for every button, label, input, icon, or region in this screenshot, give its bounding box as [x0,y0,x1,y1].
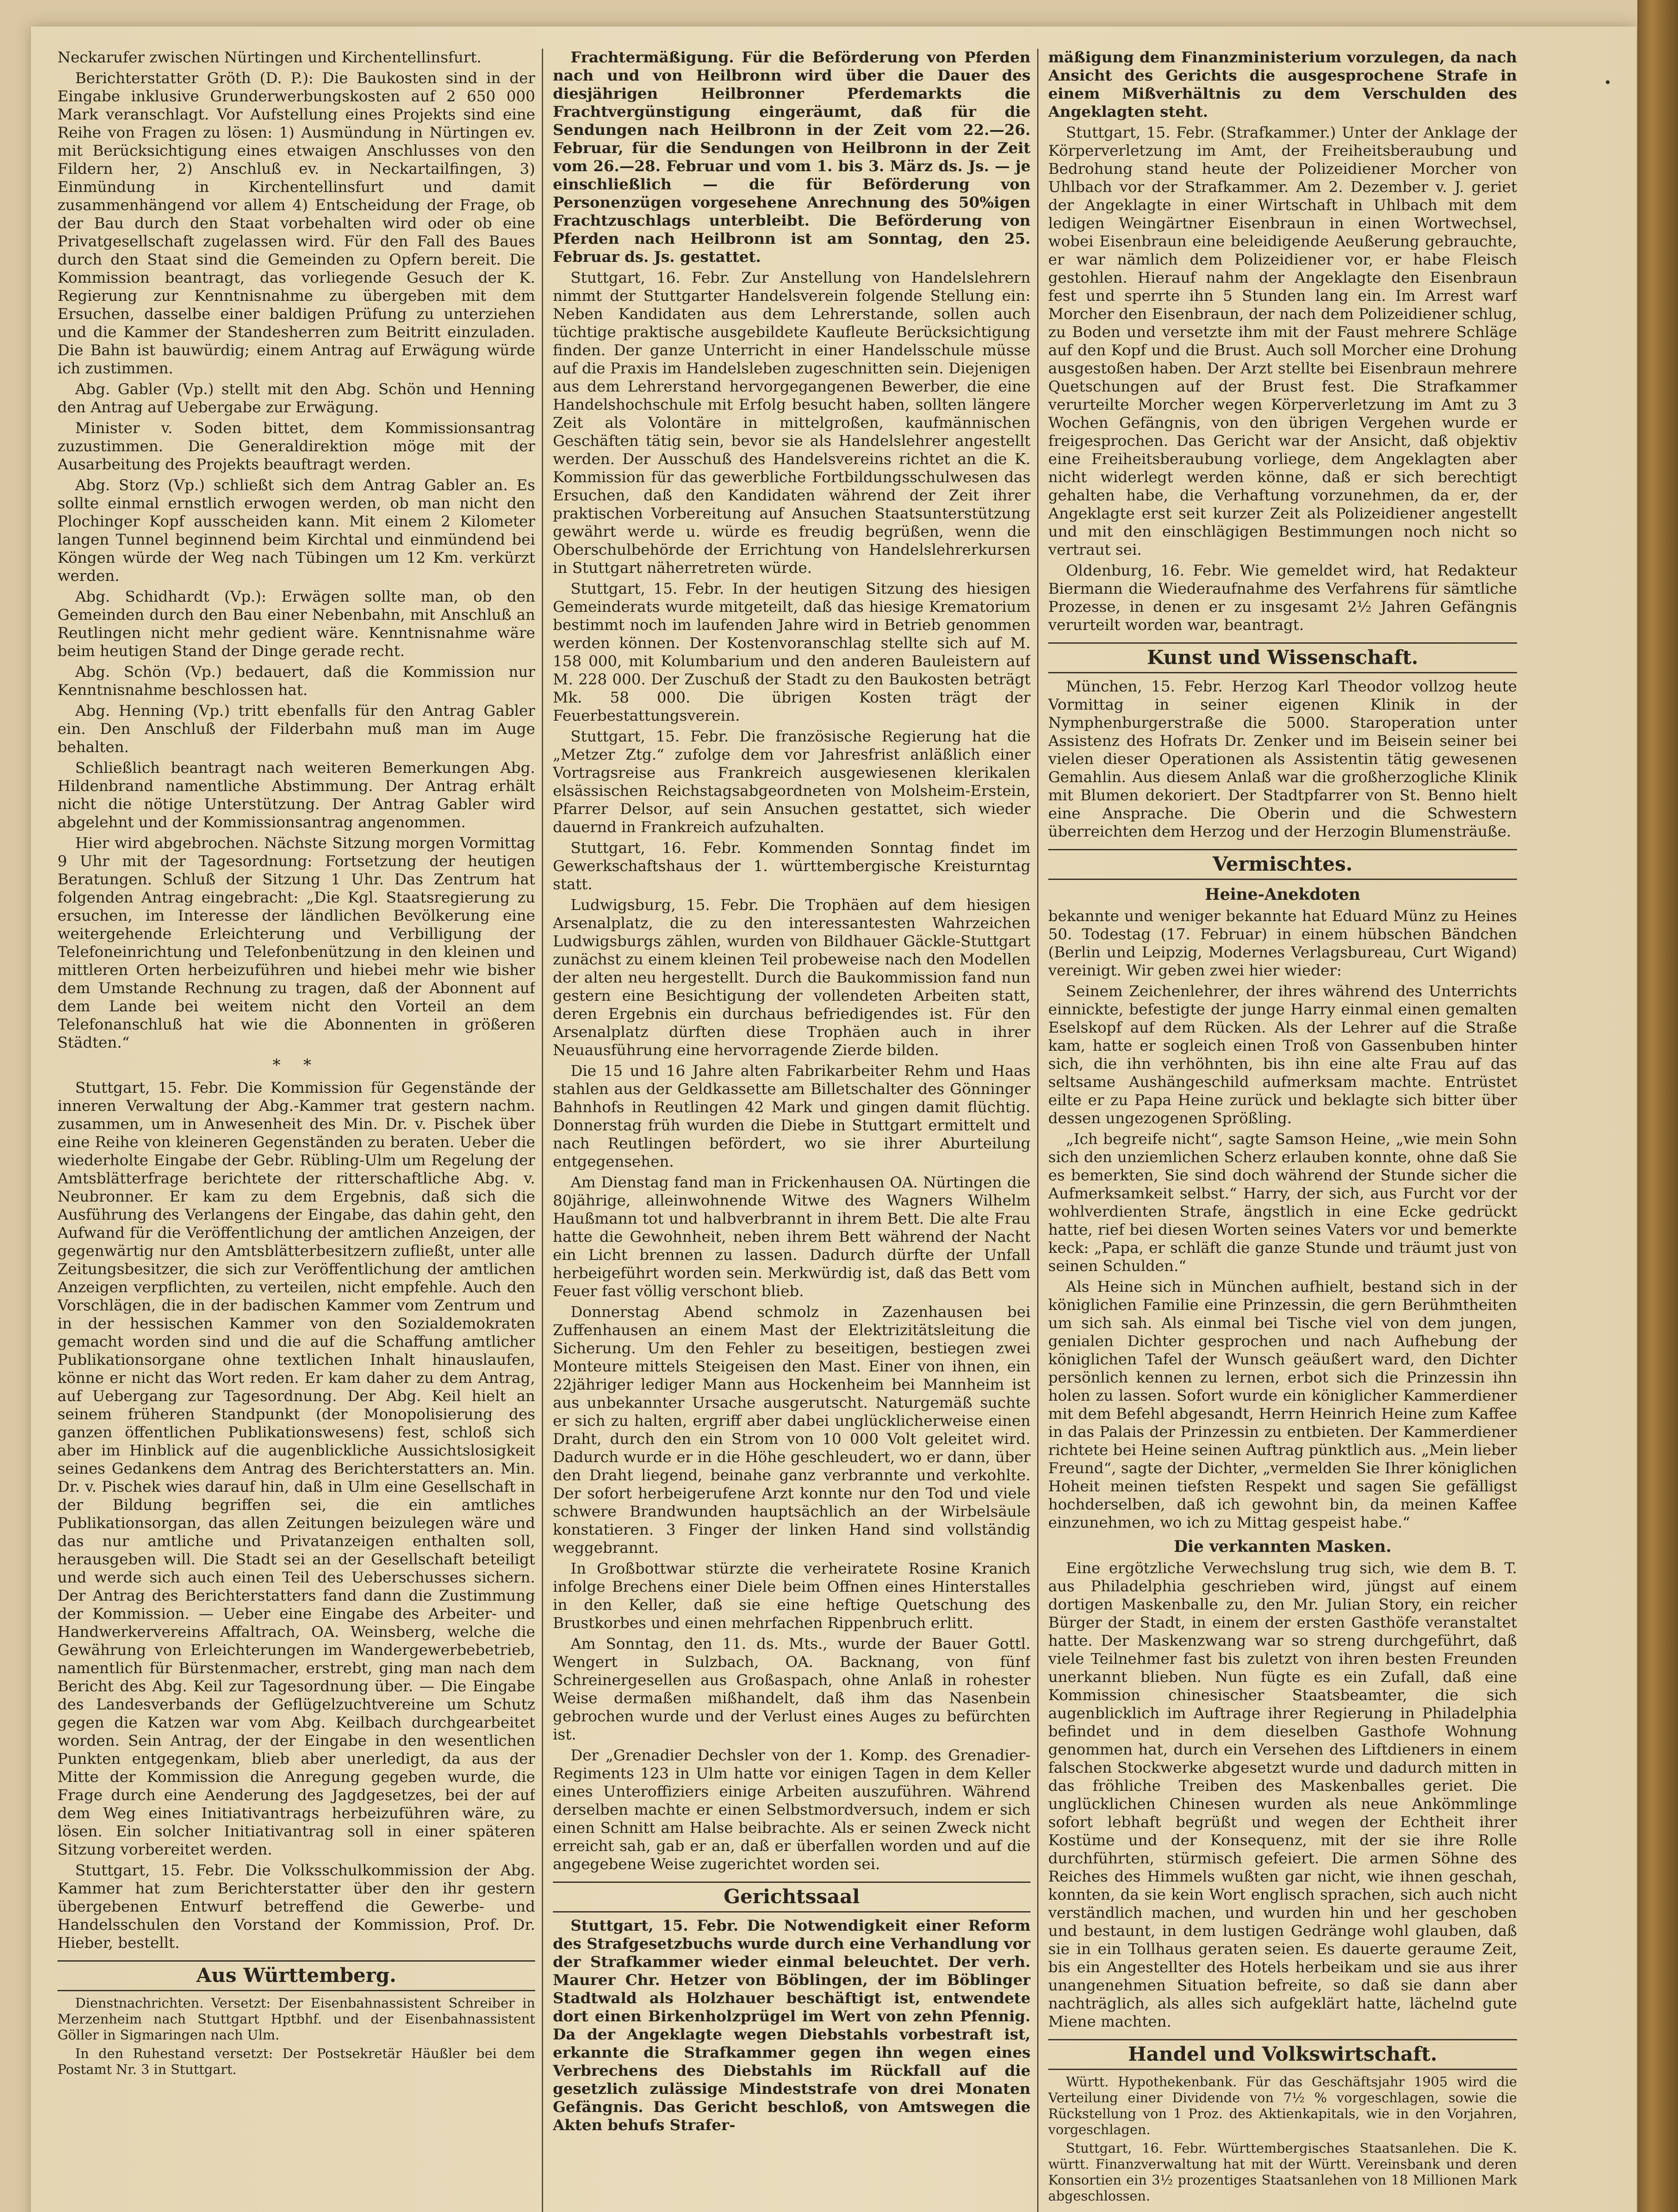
paragraph: Stuttgart, 16. Febr. Kommenden Sonntag findet im Gewerkschaftshaus der 1. württembergische Kreisturntag statt. [553,839,1031,893]
paragraph: Stuttgart, 15. Febr. Die Volksschulkommission der Abg. Kammer hat zum Berichterstatter über den ihr gestern übergebenen Entwurf betreffend die Gewerbe- und Handelsschulen den Vorstand der Kommission, Prof. Dr. Hieber, bestellt. [57,1862,535,1952]
section-heading: Kunst und Wissenschaft. [1048,642,1517,673]
column-1 [57,49,535,2212]
section-heading: Vermischtes. [1048,849,1517,880]
paragraph: Abg. Henning (Vp.) tritt ebenfalls für den Antrag Gabler ein. Den Anschluß der Filderbahn muß man im Auge behalten. [57,702,535,756]
paragraph: Am Dienstag fand man in Frickenhausen OA. Nürtingen die 80jährige, alleinwohnende Witwe des Wagners Wilhelm Haußmann tot und halbverbrannt in ihrem Bett. Die alte Frau hatte die Gewohnheit, neben ihrem Bett während der Nacht ein Licht brennen zu lassen. Dadurch dürfte der Unfall herbeigeführt worden sein. Merkwürdig ist, daß das Bett vom Feuer fast völlig verschont blieb. [553,1174,1031,1300]
section-heading: Aus Württemberg. [57,1960,535,1991]
book-binding [1637,0,1678,2212]
subheading: Die verkannten Masken. [1174,1537,1391,1556]
margin-mark: • [1604,75,1612,91]
column-rule [1037,49,1038,2212]
paragraph: „Ich begreife nicht“, sagte Samson Heine, „wie mein Sohn sich den unziemlichen Scherz erlauben konnte, ohne daß Sie es bemerkten, Sie sind doch während der Stunde sicher die Aufmerksamkeit selbst.“ Harry, der sich, aus Furcht vor der wohlverdienten Strafe, ängstlich in eine Ecke gedrückt hatte, rief bei diesen Worten seines Vaters vor und bemerkte keck: „Papa, er schläft die ganze Stunde und träumt just von seinen Schulden.“ [1048,1130,1517,1275]
paragraph: Am Sonntag, den 11. ds. Mts., wurde der Bauer Gottl. Wengert in Sulzbach, OA. Backnang, von fünf Schreinergesellen aus Großaspach, ohne Anlaß in rohester Weise dermaßen mißhandelt, daß ihm das Nasenbein gebrochen wurde und der Verlust eines Auges zu befürchten ist. [553,1635,1031,1743]
paragraph: Stuttgart, 16. Febr. Württembergisches Staatsanlehen. Die K. württ. Finanzverwaltung hat mit der Württ. Vereinsbank und deren Konsortien ein 3½ prozentiges Staatsanlehen von 18 Millionen Mark abgeschlossen. [1048,2141,1517,2204]
paragraph: Hier wird abgebrochen. Nächste Sitzung morgen Vormittag 9 Uhr mit der Tagesordnung: Fortsetzung der heutigen Beratungen. Schluß der Sitzung 1 Uhr. Das Zentrum hat folgenden Antrag eingebracht: „Die Kgl. Staatsregierung zu ersuchen, im Interesse der ländlichen Bevölkerung eine weitergehende Erleichterung und Verbilligung der Telefoneinrichtung und Telefonbenützung in den kleinen und mittleren Orten herbeizuführen und hiebei mehr wie bisher dem Umstande Rechnung zu tragen, daß der Abonnent auf dem Lande bei weitem nicht den Vorteil an dem Telefonanschluß hat wie die Abonnenten in größeren Städten.“ [57,834,535,1052]
paragraph: Abg. Storz (Vp.) schließt sich dem Antrag Gabler an. Es sollte einmal ernstlich erwogen werden, ob man nicht den Plochinger Kopf ausscheiden kann. Mit einem 2 Kilometer langen Tunnel beginnend beim Kirchtal und einmündend bei Köngen würde der Weg nach Tübingen um 12 Km. verkürzt werden. [57,476,535,585]
paragraph: München, 15. Febr. Herzog Karl Theodor vollzog heute Vormittag in seiner eigenen Klinik in der Nymphenburgerstraße die 5000. Staroperation unter Assistenz des Hofrats Dr. Zenker und im Beisein seiner bei vielen dieser Operationen als Assistentin tätig gewesenen Gemahlin. Aus diesem Anlaß war die großherzogliche Klinik mit Blumen dekoriert. Der Stadtpfarrer von St. Benno hielt eine Ansprache. Die Oberin und die Schwestern überreichten dem Herzog und der Herzogin Blumensträuße. [1048,678,1517,841]
paragraph: Ludwigsburg, 15. Febr. Die Trophäen auf dem hiesigen Arsenalplatz, die zu den interessantesten Wahrzeichen Ludwigsburgs zählen, wurden von Bildhauer Gäckle-Stuttgart zunächst zu einem kleinen Teil probeweise nach den Modellen der alten neu hergestellt. Durch die Baukommission fand nun gestern eine Besichtigung der vollendeten Arbeiten statt, deren Ergebnis ein durchaus befriedigendes ist. Für den Arsenalplatz dürften diese Trophäen auch in ihrer Neuausführung eine hervorragende Zierde bilden. [553,896,1031,1059]
paragraph: Neckarufer zwischen Nürtingen und Kirchentellinsfurt. [57,49,482,66]
section-heading: Handel und Volkswirtschaft. [1048,2039,1517,2070]
paragraph: Stuttgart, 16. Febr. Zur Anstellung von Handelslehrern nimmt der Stuttgarter Handelsverein folgende Stellung ein: Neben Kandidaten aus dem Lehrerstande, sollen auch tüchtige praktische ausgebildete Kaufleute Berücksichtigung finden. Der ganze Unterricht in einer Handelsschule müsse auf die Praxis im Handelsleben zugeschnitten sein. Diejenigen aus dem Lehrerstand hervorgegangenen Bewerber, die eine Handelshochschule mit Erfolg besucht haben, sollten längere Zeit als Volontäre in mittelgroßen, kaufmännischen Geschäften tätig sein, bevor sie als Handelslehrer angestellt werden. Der Ausschuß des Handelsvereins richtet an die K. Kommission für das gewerbliche Fortbildungsschulwesen das Ersuchen, daß den Kandidaten während der Zeit ihrer praktischen Vorbereitung auf Ansuchen Staatsunterstützung gewährt werde u. würde es freudig begrüßen, wenn die Oberschulbehörde der Errichtung von Handelslehrerkursen in Stuttgart näherretreten würde. [553,269,1031,577]
paragraph: Oldenburg, 16. Febr. Wie gemeldet wird, hat Redakteur Biermann die Wiederaufnahme des Verfahrens für sämtliche Prozesse, in denen er zu insgesamt 2½ Jahren Gefängnis verurteilt worden war, beantragt. [1048,562,1517,634]
paragraph: Frachtermäßigung. Für die Beförderung von Pferden nach und von Heilbronn wird über die Dauer des diesjährigen Heilbronner Pferdemarkts die Frachtvergünstigung eingeräumt, daß für die Sendungen nach Heilbronn in der Zeit vom 22.—26. Februar, für die Sendungen von Heilbronn in der Zeit vom 26.—28. Februar und vom 1. bis 3. März ds. Js. — je einschließlich — die für Beförderung von Personenzügen vorgesehene Anrechnung des 50%igen Frachtzuschlags unterbleibt. Die Beförderung von Pferden nach Heilbronn ist am Sonntag, den 25. Februar ds. Js. gestattet. [553,49,1031,266]
paragraph: Stuttgart, 15. Febr. In der heutigen Sitzung des hiesigen Gemeinderats wurde mitgeteilt, daß das hiesige Krematorium bestimmt noch im laufenden Jahre wird in Betrieb genommen werden können. Der Kostenvoranschlag stellte sich auf M. 158 000, mit Kolumbarium und den anderen Bauleistern auf M. 228 000. Der Zuschuß der Stadt zu den Baukosten beträgt Mk. 58 000. Die übrigen Kosten trägt der Feuerbestattungsverein. [553,580,1031,725]
paragraph: Der „Grenadier Dechsler von der 1. Komp. des Grenadier-Regiments 123 in Ulm hatte vor einigen Tagen in dem Keller eines Unteroffiziers einige Arbeiten auszuführen. Während derselben machte er einen Selbstmordversuch, indem er sich einen Schnitt am Halse beibrachte. Als er seinen Zweck nicht erreicht sah, gab er an, daß er überfallen worden und auf die angegebene Weise zugerichtet worden sei. [553,1747,1031,1873]
separator-stars: * * [272,1056,320,1075]
paragraph: Die 15 und 16 Jahre alten Fabrikarbeiter Rehm und Haas stahlen aus der Geldkassette am Billetschalter des Gönninger Bahnhofs in Reutlingen 42 Mark und gingen damit flüchtig. Donnerstag früh wurden die Diebe in Stuttgart ermittelt und nach Reutlingen befördert, wo sie ihrer Aburteilung entgegensehen. [553,1062,1031,1171]
paragraph: Abg. Schidhardt (Vp.): Erwägen sollte man, ob den Gemeinden durch den Bau einer Nebenbahn, mit Anschluß an Reutlingen nicht mehr gedient wäre. Kenntnisnahme wäre beim heutigen Stand der Dinge gerade recht. [57,588,535,660]
column-rule [542,49,543,2212]
paragraph: Seinem Zeichenlehrer, der ihres während des Unterrichts einnickte, befestigte der junge Harry einmal einen gemalten Eselskopf auf dem Rücken. Als der Lehrer auf die Straße kam, hatte er sogleich einen Troß von Gassenbuben hinter sich, die ihn verhöhnten, bis ihn eine alte Frau auf das seltsame Aushängeschild aufmerksam machte. Entrüstet eilte er zu Papa Heine zurück und beklagte sich bitter über dessen ungezogenen Sprößling. [1048,983,1517,1127]
paragraph: Stuttgart, 15. Febr. Die Notwendigkeit einer Reform des Strafgesetzbuchs wurde durch eine Verhandlung vor der Strafkammer wieder einmal beleuchtet. Der verh. Maurer Chr. Hetzer von Böblingen, der im Böblinger Stadtwald als Holzhauer beschäftigt ist, entwendete dort einen Birkenholzprügel im Wert von zehn Pfennig. Da der Angeklagte wegen Diebstahls vorbestraft ist, erkannte die Strafkammer gegen ihn wegen eines Verbrechens des Diebstahls im Rückfall auf die gesetzlich zulässige Mindeststrafe von drei Monaten Gefängnis. Das Gericht beschloß, von Amtswegen die Akten behufs Strafer- [553,1917,1031,2134]
paragraph: Abg. Schön (Vp.) bedauert, daß die Kommission nur Kenntnisnahme beschlossen hat. [57,663,535,699]
paragraph: Abg. Gabler (Vp.) stellt mit den Abg. Schön und Henning den Antrag auf Uebergabe zur Erwägung. [57,380,535,416]
subheading: Heine-Anekdoten [1205,885,1360,904]
paragraph: Schließlich beantragt nach weiteren Bemerkungen Abg. Hildenbrand namentliche Abstimmung. Der Antrag erhält nicht die nötige Unterstützung. Der Antrag Gabler wird abgelehnt und der Kommissionsantrag angenommen. [57,759,535,831]
paragraph: Minister v. Soden bittet, dem Kommissionsantrag zuzustimmen. Die Generaldirektion möge mit der Ausarbeitung des Projekts beauftragt werden. [57,419,535,473]
paragraph: mäßigung dem Finanzministerium vorzulegen, da nach Ansicht des Gerichts die ausgesprochene Strafe in einem Mißverhältnis zu dem Verschulden des Angeklagten steht. [1048,49,1517,121]
paragraph: Stuttgart, 15. Febr. Die Kommission für Gegenstände der inneren Verwaltung der Abg.-Kammer trat gestern nachm. zusammen, um in Anwesenheit des Min. Dr. v. Pischek über eine Reihe von kleineren Gegenständen zu beraten. Ueber die wiederholte Eingabe der Gebr. Rübling-Ulm um Regelung der Amtsblätterfrage berichtete der ritterschaftliche Abg. v. Neubronner. Er kam zu dem Ergebnis, daß sich die Ausführung des Verlangens der Eingabe, das dahin geht, den Aufwand für die Veröffentlichung der amtlichen Anzeigen, der gegenwärtig nur den Amtsblätterbesitzern zufließt, unter alle Zeitungsbesitzer, die sich zur Veröffentlichung der amtlichen Anzeigen verpflichten, zu verteilen, nicht empfehle. Auch den Vorschlägen, die in der badischen Kammer vom Zentrum und in der hessischen Kammer von den Sozialdemokraten gemacht worden sind und die auf die Schaffung amtlicher Publikationsorgane ohne textlichen Inhalt hinauslaufen, könne er nicht das Wort reden. Er kam daher zu dem Antrag, auf Uebergang zur Tagesordnung. Der Abg. Keil hielt an seinem früheren Standpunkt (der Monopolisierung des ganzen öffentlichen Publikationswesens) fest, schloß sich aber im Hinblick auf die augenblickliche Aussichtslosigkeit seines Gedankens dem Antrag des Berichterstatters an. Min. Dr. v. Pischek wies darauf hin, daß in Ulm eine Gesellschaft in der Bildung begriffen sei, die ein amtliches Publikationsorgan, das allen Zeitungen beizulegen wäre und das nur amtliche und Privatanzeigen enthalten soll, herausgeben will. Die Stadt sei an der Gesellschaft beteiligt und werde sich auch einen Teil des Ueberschusses sichern. Der Antrag des Berichterstatters fand dann die Zustimmung der Kommission. — Ueber eine Eingabe des Arbeiter- und Handwerkervereins Affaltrach, OA. Weinsberg, welche die Gewährung von Erleichterungen im Wandergewerbebetrieb, namentlich für Bürstenmacher, erstrebt, ging man nach dem Bericht des Abg. Keil zur Tagesordnung über. — Die Eingabe des Landesverbands der Geflügelzuchtvereine um Schutz gegen die Katzen war vom Abg. Keilbach durchgearbeitet worden. Sein Antrag, der der Eingabe in den wesentlichen Punkten entgegenkam, blieb aber unerledigt, da aus der Mitte der Kommission die Anregung gegeben wurde, die Frage durch eine Aenderung des Jagdgesetzes, bei der auf dem Weg eines Initiativantrags herbeizuführen wäre, zu lösen. Ein solcher Initiativantrag soll in einer späteren Sitzung vorbereitet werden. [57,1079,535,1859]
paragraph: Württ. Hypothekenbank. Für das Geschäftsjahr 1905 wird die Verteilung einer Dividende von 7½ % vorgeschlagen, sowie die Rückstellung von 1 Proz. des Aktienkapitals, wie in den Vorjahren, vorgeschlagen. [1048,2074,1517,2138]
paragraph: Als Heine sich in München aufhielt, bestand sich in der königlichen Familie eine Prinzessin, die gern Berühmtheiten um sich sah. Als einmal bei Tische viel von dem jungen, genialen Dichter gesprochen und nach Aufhebung der königlichen Tafel der Wunsch geäußert ward, den Dichter persönlich kennen zu lernen, erbot sich die Prinzessin ihn holen zu lassen. Sofort wurde ein königlicher Kammerdiener mit dem Befehl abgesandt, Herrn Heinrich Heine zum Kaffee in das Palais der Prinzessin zu entbieten. Der Kammerdiener richtete bei Heine seinen Auftrag pünktlich aus. „Mein lieber Freund“, sagte der Dichter, „vermelden Sie Ihrer königlichen Hoheit meinen tiefsten Respekt und sagen Sie gefälligst hochderselben, daß ich gewohnt bin, da meinen Kaffee einzunehmen, wo ich zu Mittag gespeist habe.“ [1048,1278,1517,1532]
paragraph: Stuttgart, 15. Febr. (Strafkammer.) Unter der Anklage der Körperverletzung im Amt, der Freiheitsberaubung und Bedrohung stand heute der Polizeidiener Morcher von Uhlbach vor der Strafkammer. Am 2. Dezember v. J. geriet der Angeklagte in einer Wirtschaft in Uhlbach mit dem ledigen Weingärtner Eisenbraun in einen Wortwechsel, wobei Eisenbraun eine beleidigende Aeußerung gebrauchte, er war nämlich dem Polizeidiener vor, er habe Fleisch gestohlen. Hierauf nahm der Angeklagte den Eisenbraun fest und sperrte ihn 5 Stunden lang ein. Im Arrest warf Morcher den Eisenbraun, der nach dem Polizeidiener schlug, zu Boden und versetzte ihm mit der Faust mehrere Schläge auf den Kopf und die Brust. Auch soll Morcher eine Drohung ausgestoßen haben. Der Arzt stellte bei Eisenbraun mehrere Quetschungen auf der Brust fest. Die Strafkammer verurteilte Morcher wegen Körperverletzung im Amt zu 3 Wochen Gefängnis, von den übrigen Vergehen wurde er freigesprochen. Das Gericht war der Ansicht, daß objektiv eine Freiheitsberaubung vorliege, dem Angeklagten aber nicht widerlegt werden könne, daß er sich berechtigt gehalten habe, die Verhaftung vorzunehmen, da er, der Angeklagte erst seit kurzer Zeit als Polizeidiener angestellt und mit den einschlägigen Bestimmungen noch nicht so vertraut sei. [1048,124,1517,559]
paragraph: Donnerstag Abend schmolz in Zazenhausen bei Zuffenhausen an einem Mast der Elektrizitätsleitung die Sicherung. Um den Fehler zu beseitigen, bestiegen zwei Monteure mittels Steigeisen den Mast. Einer von ihnen, ein 22jähriger lediger Mann aus Hockenheim bei Mannheim ist aus unbekannter Ursache ausgerutscht. Naturgemäß suchte er sich zu halten, ergriff aber dabei unglücklicherweise einen Draht, durch den ein Strom von 10 000 Volt geleitet wird. Dadurch wurde er in die Höhe geschleudert, wo er dann, über den Draht liegend, beinahe ganz verbrannte und verkohlte. Der sofort herbeigerufene Arzt konnte nur den Tod und viele schwere Brandwunden hauptsächlich an der Wirbelsäule konstatieren. 3 Finger der linken Hand sind vollständig weggebrannt. [553,1303,1031,1557]
column-3 [1048,49,1517,2212]
paragraph: bekannte und weniger bekannte hat Eduard Münz zu Heines 50. Todestag (17. Februar) in einem hübschen Bändchen (Berlin und Leipzig, Modernes Verlagsbureau, Curt Wigand) vereinigt. Wir geben zwei hier wieder: [1048,907,1517,979]
paragraph: Dienstnachrichten. Versetzt: Der Eisenbahnassistent Schreiber in Merzenheim nach Stuttgart Hptbhf. und der Eisenbahnassistent Göller in Sigmaringen nach Ulm. [57,1996,535,2043]
paragraph: Berichterstatter Gröth (D. P.): Die Baukosten sind in der Eingabe inklusive Grunderwerbungskosten auf 2 650 000 Mark veranschlagt. Vor Aufstellung eines Projekts sind eine Reihe von Fragen zu lösen: 1) Ausmündung in Nürtingen ev. mit Berücksichtigung eines etwaigen Anschlusses von den Fildern her, 2) Anschluß ev. in Neckartailfingen, 3) Einmündung in Kirchentellinsfurt und damit zusammenhängend vor allem 4) Entscheidung der Frage, ob der Bau durch den Staat vorbehalten wird oder ob eine Privatgesellschaft zugelassen wird. Für den Fall des Baues durch den Staat sind die Gemeinden zu Opfern bereit. Die Kommission beantragt, das vorliegende Gesuch der K. Regierung zur Kenntnisnahme zu übergeben mit dem Ersuchen, dasselbe einer baldigen Prüfung zu unterziehen und die Kammer der Standesherren zum Beitritt einzuladen. Die Bahn ist bauwürdig; einem Antrag auf Erwägung würde ich zustimmen. [57,69,535,377]
paragraph: In den Ruhestand versetzt: Der Postsekretär Häußler bei dem Postamt Nr. 3 in Stuttgart. [57,2046,535,2078]
paragraph: Stuttgart, 15. Febr. Die französische Regierung hat die „Metzer Ztg.“ zufolge dem vor Jahresfrist anläßlich einer Vortragsreise aus Frankreich ausgewiesenen klerikalen elsässischen Reichstagsabgeordneten von Molsheim-Erstein, Pfarrer Delsor, auf sein Ansuchen gestattet, sich wieder dauernd in Frankreich aufzuhalten. [553,728,1031,836]
section-heading: Gerichtssaal [553,1882,1031,1912]
paragraph: Eine ergötzliche Verwechslung trug sich, wie dem B. T. aus Philadelphia geschrieben wird, jüngst auf einem dortigen Maskenballe zu, den Mr. Julian Story, ein reicher Bürger der Stadt, in einem der ersten Gasthöfe veranstaltet hatte. Der Maskenzwang war so streng durchgeführt, daß viele Teilnehmer fast bis zuletzt von ihren besten Freunden unerkannt blieben. Nun fügte es ein Zufall, daß eine Kommission chinesischer Staatsbeamter, die sich augenblicklich im Auftrage ihrer Regierung in Philadelphia befindet und in dem dieselben Gasthofe Wohnung genommen hat, durch ein Versehen des Liftdieners in einem falschen Stockwerke abgesetzt wurde und dadurch mitten in das fröhliche Treiben des Maskenballes geriet. Die unglücklichen Chinesen wurden als neue Ankömmlinge sofort lebhaft begrüßt und wegen der Echtheit ihrer Kostüme und der Konsequenz, mit der sie ihre Rolle durchführten, stürmisch gefeiert. Die armen Söhne des Reiches des Himmels wußten gar nicht, wie ihnen geschah, konnten, da sie kein Wort englisch sprachen, sich auch nicht verständlich machen, und wurden hin und her geschoben und bestaunt, in dem lustigen Gedränge wohl glauben, daß sie in ein Tollhaus geraten seien. Es dauerte geraume Zeit, bis ein Angestellter des Hotels herbeikam und sie aus ihrer unangenehmen Situation befreite, so daß sie dann aber nachträglich, als alles sich aufgeklärt hatte, lächelnd gute Miene machten. [1048,1559,1517,2031]
column-2 [553,49,1031,2212]
paragraph: In Großbottwar stürzte die verheiratete Rosine Kranich infolge Brechens einer Diele beim Offnen eines Hinterstalles in den Keller, daß sie eine heftige Quetschung des Brustkorbes und einen mehrfachen Rippenbruch erlitt. [553,1560,1031,1632]
